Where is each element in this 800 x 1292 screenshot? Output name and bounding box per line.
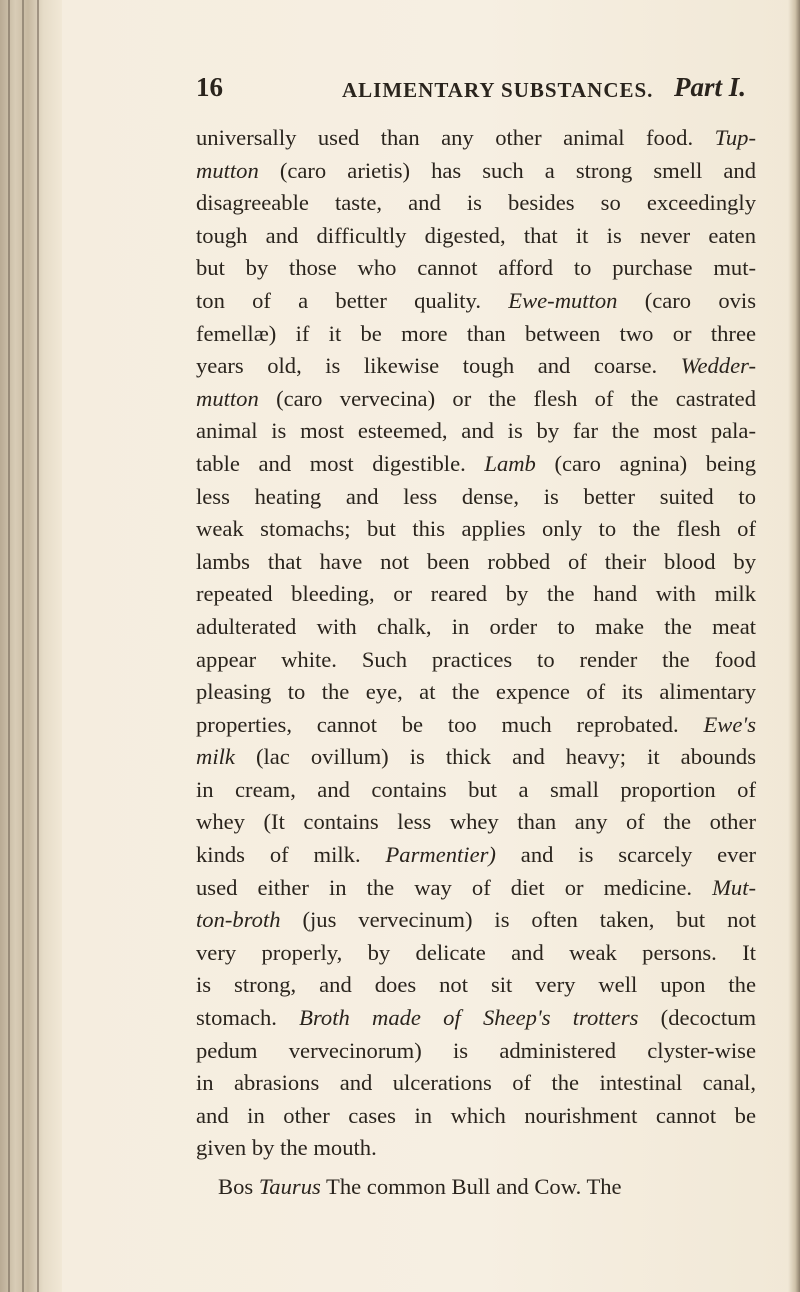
text-segment: weak stomachs; but this applies only to the flesh of: [196, 516, 756, 542]
text-line: [196, 904, 756, 937]
text-line: [196, 546, 756, 579]
text-segment: ton of a better quality.: [196, 287, 509, 313]
text-segment: The common Bull and Cow. The: [320, 1174, 622, 1199]
italic-term: ton-broth: [196, 907, 281, 933]
text-segment: kinds of milk.: [196, 842, 386, 868]
text-segment: properties, cannot be too much reprobated.: [196, 711, 704, 737]
text-line: [196, 448, 756, 481]
italic-term: Mut-: [712, 874, 756, 900]
text-segment: (caro agnina) being: [535, 450, 757, 476]
text-segment: stomach.: [196, 1005, 300, 1031]
text-segment: is strong, and does not sit very well upon the: [196, 972, 756, 998]
italic-term: Taurus: [258, 1174, 321, 1199]
text-line: [196, 839, 756, 872]
body-text: [196, 122, 756, 1204]
text-line: [196, 220, 756, 253]
text-segment: femellæ) if it be more than between two or three: [196, 320, 756, 346]
binding-line: [37, 0, 39, 1292]
text-line: [196, 969, 756, 1002]
text-segment: table and most digestible.: [196, 450, 485, 476]
text-segment: very properly, by delicate and weak persons. It: [196, 939, 756, 965]
text-line: [196, 578, 756, 611]
text-line: [196, 774, 756, 807]
text-segment: whey (It contains less whey than any of the other: [196, 809, 756, 835]
italic-term: milk: [196, 744, 235, 770]
italic-term: Tup-: [714, 125, 756, 150]
text-line: [196, 350, 756, 383]
part-label: Part I.: [674, 72, 747, 102]
text-segment: pleasing to the eye, at the expence of its alimentary: [196, 679, 756, 705]
text-line: [196, 806, 756, 839]
text-segment: in abrasions and ulcerations of the intestinal canal,: [196, 1070, 756, 1096]
text-line: [196, 187, 756, 220]
text-line: [196, 513, 756, 546]
text-line: [196, 1100, 756, 1133]
italic-term: Lamb: [484, 450, 536, 476]
page-header: [196, 72, 756, 112]
text-segment: years old, is likewise tough and coarse.: [196, 353, 681, 379]
text-line: [196, 644, 756, 677]
text-line: [196, 415, 756, 448]
text-segment: (caro ovis: [617, 287, 756, 313]
text-segment: less heating and less dense, is better suited to: [196, 483, 756, 509]
italic-term: mutton: [196, 385, 259, 411]
italic-term: Broth made of Sheep's trotters: [299, 1005, 639, 1031]
binding-line: [22, 0, 24, 1292]
text-segment: lambs that have not been robbed of their blood by: [196, 548, 756, 574]
text-line: [196, 122, 756, 155]
text-line: [196, 252, 756, 285]
text-line: [196, 481, 756, 514]
page-right-edge: [788, 0, 800, 1292]
text-line: [196, 383, 756, 416]
text-line: [196, 1171, 756, 1204]
italic-term: Parmentier): [385, 842, 496, 868]
text-line: [196, 709, 756, 742]
text-segment: given by the mouth.: [196, 1135, 377, 1161]
text-line: [196, 1132, 756, 1165]
italic-term: Wedder-: [680, 353, 756, 379]
running-head: ALIMENTARY SUBSTANCES.: [342, 78, 654, 102]
text-line: [196, 285, 756, 318]
text-line: [196, 741, 756, 774]
text-segment: (decoctum: [638, 1005, 757, 1031]
text-line: [196, 937, 756, 970]
text-line: [196, 155, 756, 188]
text-segment: and in other cases in which nourishment cannot be: [196, 1102, 756, 1128]
text-line: [196, 1002, 756, 1035]
text-line: [196, 1035, 756, 1068]
text-segment: used either in the way of diet or medicine.: [196, 874, 713, 900]
page-number: 16: [196, 72, 223, 102]
text-segment: animal is most esteemed, and is by far the most pala-: [196, 418, 756, 444]
text-segment: in cream, and contains but a small proportion of: [196, 776, 756, 802]
text-segment: Bos: [218, 1174, 259, 1199]
binding-line: [8, 0, 10, 1292]
text-segment: tough and difficultly digested, that it is never eaten: [196, 222, 756, 248]
text-segment: (caro vervecina) or the flesh of the castrated: [258, 385, 756, 411]
text-segment: adulterated with chalk, in order to make the meat: [196, 613, 756, 639]
text-line: [196, 1067, 756, 1100]
text-segment: (jus vervecinum) is often taken, but not: [280, 907, 756, 933]
italic-term: Ewe's: [703, 711, 756, 737]
text-line: [196, 872, 756, 905]
italic-term: Ewe-mutton: [508, 287, 618, 313]
text-segment: (lac ovillum) is thick and heavy; it abounds: [234, 744, 756, 770]
text-segment: disagreeable taste, and is besides so exceedingly: [196, 190, 756, 216]
text-segment: and is scarcely ever: [495, 842, 756, 868]
text-line: [196, 611, 756, 644]
text-line: [196, 676, 756, 709]
text-segment: universally used than any other animal food.: [196, 125, 715, 150]
italic-term: mutton: [196, 157, 259, 183]
text-line: [196, 318, 756, 351]
text-segment: pedum vervecinorum) is administered clyster-wise: [196, 1037, 756, 1063]
text-segment: (caro arietis) has such a strong smell and: [258, 157, 756, 183]
text-segment: but by those who cannot afford to purchase mut-: [196, 255, 756, 281]
text-segment: repeated bleeding, or reared by the hand with milk: [196, 581, 756, 607]
text-segment: appear white. Such practices to render the food: [196, 646, 756, 672]
